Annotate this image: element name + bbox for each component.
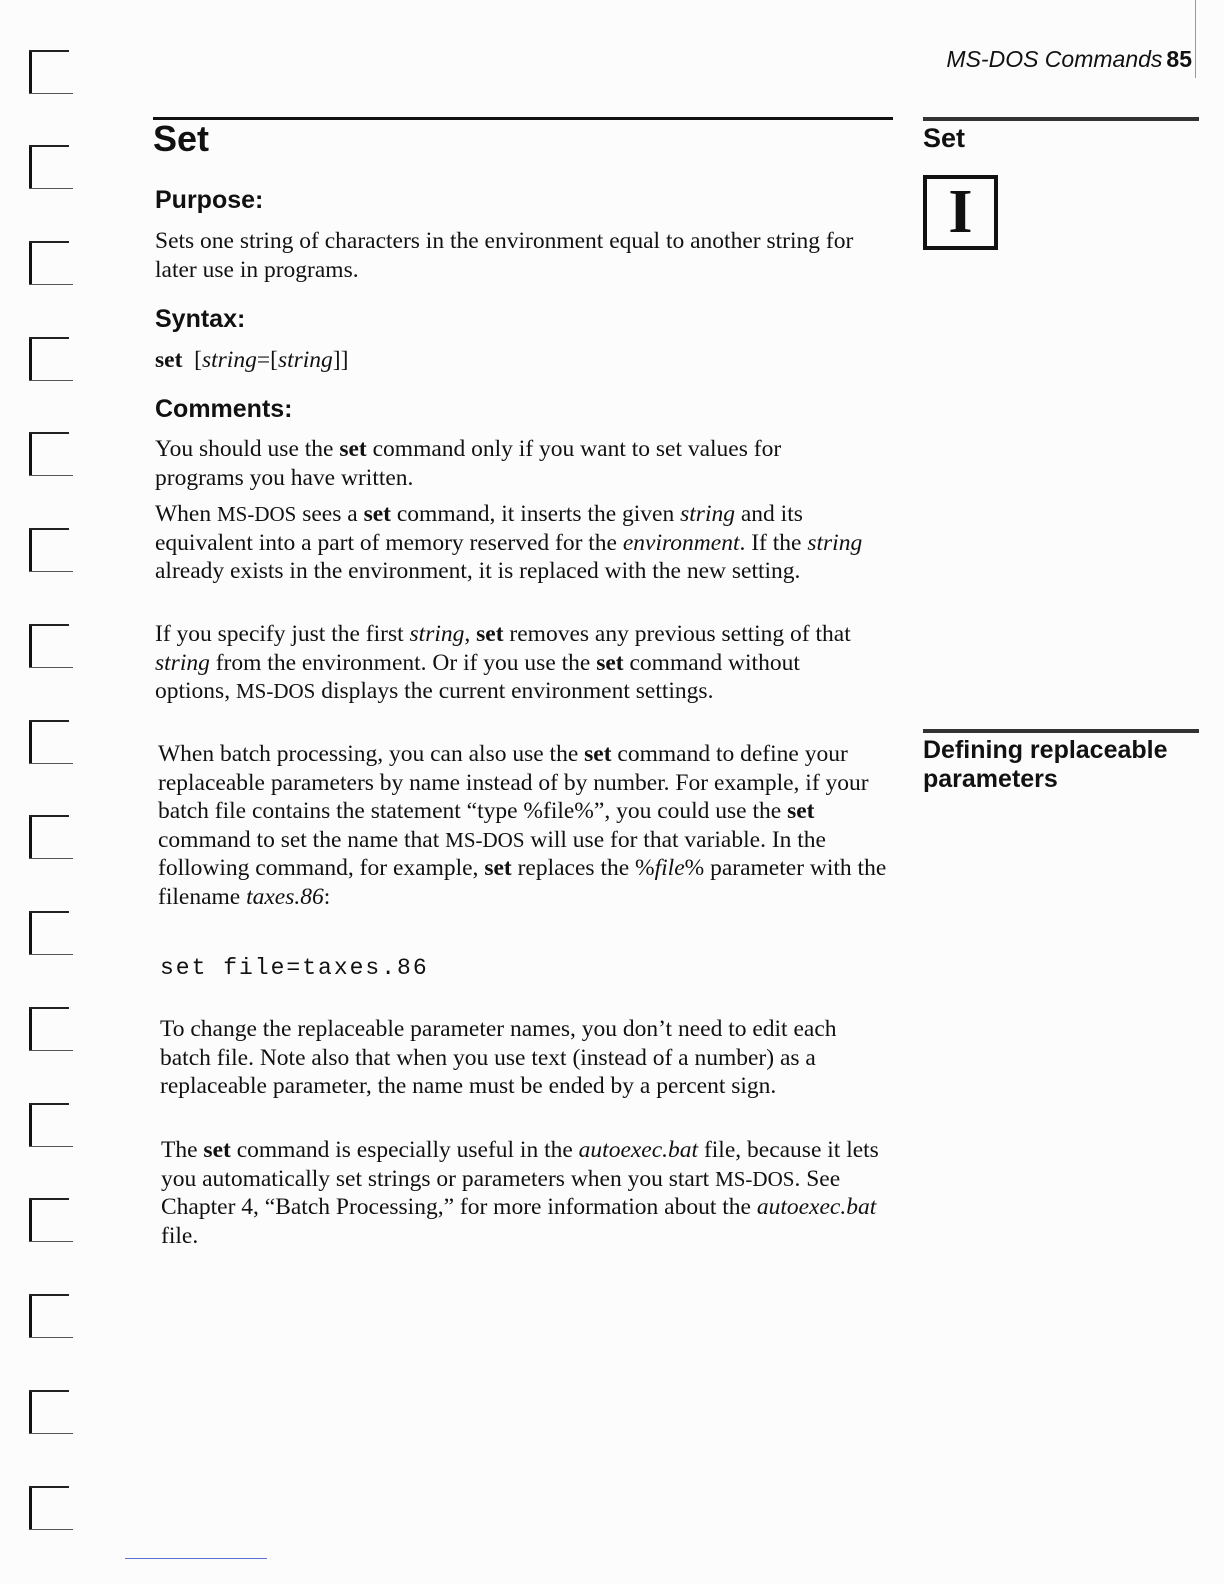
page-edge-rule (1195, 0, 1196, 78)
text-run: command to set the name that (158, 826, 446, 853)
text-run: command to define your replaceable parameters by name instead of by number. For example, if your batch file contains the statement “type %file%”, you could use the (158, 741, 869, 824)
binder-tab (29, 50, 75, 94)
syntax-bracket: [ (270, 347, 278, 373)
sidebar-title-rule (923, 117, 1199, 121)
syntax-arg: string (201, 347, 257, 373)
command-term: set (596, 649, 624, 676)
page-title: Set (153, 118, 210, 159)
text-run: You should use the (155, 436, 340, 462)
text-run: The (161, 1137, 204, 1163)
syntax-line (155, 346, 895, 375)
binder-tab (29, 720, 75, 764)
text-run: command is especially useful in the (230, 1137, 579, 1163)
filename: taxes.86 (246, 883, 324, 910)
term: file (654, 855, 685, 881)
binder-tab (29, 1103, 75, 1147)
text-run: . If the (739, 529, 808, 556)
text-run: When (155, 501, 217, 527)
text-run: replaces the % (511, 855, 655, 881)
binder-tab (29, 911, 75, 955)
syntax-command: set (155, 347, 183, 373)
term: string (409, 621, 465, 647)
comments-paragraph-2 (155, 500, 895, 586)
title-rule (153, 117, 893, 120)
syntax-heading: Syntax: (155, 305, 246, 333)
binder-tab (29, 1294, 75, 1338)
text-run: removes any previous setting of that (503, 621, 851, 647)
running-header (946, 46, 1192, 73)
section-emblem: I (923, 175, 998, 250)
text-run: . See Chapter 4, “Batch Processing,” for more information about the (161, 1165, 841, 1220)
text-run: and its equivalent into a part of memory reserved for the (155, 501, 803, 556)
comments-heading: Comments: (155, 395, 293, 423)
text-run: command, it inserts the given (390, 501, 681, 527)
binder-tab (29, 337, 75, 381)
purpose-text: Sets one string of characters in the environment equal to another string for later use in programs. (155, 228, 854, 283)
command-term: set (787, 798, 815, 824)
text-run: file. (161, 1222, 199, 1249)
product-name: MS-DOS (217, 502, 297, 526)
scan-edge-line (125, 1558, 267, 1559)
text-run: % parameter with the filename (158, 855, 887, 910)
term: string (680, 501, 735, 527)
syntax-bracket: ]] (332, 347, 349, 373)
command-term: set (476, 621, 504, 647)
command-term: set (203, 1137, 231, 1163)
text-run: command without options, (155, 649, 800, 704)
comments-paragraph-3 (155, 620, 875, 706)
command-term: set (584, 741, 612, 767)
text-run: , (464, 621, 477, 647)
sidebar-section-heading: Defining replaceable parameters (923, 736, 1168, 793)
text-run: If you specify just the first (155, 621, 410, 647)
comments-paragraph-1 (155, 435, 870, 492)
binder-tab (29, 241, 75, 285)
command-term: set (339, 436, 367, 462)
binder-tab (29, 528, 75, 572)
product-name: MS-DOS (445, 827, 525, 852)
binder-tab (29, 815, 75, 859)
product-name: MS-DOS (715, 1166, 795, 1191)
code-example: set file=taxes.86 (160, 955, 429, 981)
filename: autoexec.bat (756, 1194, 877, 1220)
purpose-heading: Purpose: (155, 186, 264, 214)
binder-tab (29, 1007, 75, 1051)
text-run: command only if you want to set values for programs you have written. (155, 436, 782, 491)
binder-tab (29, 1198, 75, 1242)
sidebar-section-rule (923, 729, 1199, 733)
comments-paragraph-6 (161, 1136, 886, 1250)
syntax-equals: = (256, 347, 271, 373)
page-number: 85 (1166, 46, 1192, 72)
syntax-bracket: [ (194, 347, 202, 373)
comments-paragraph-5: To change the replaceable parameter names, you don’t need to edit each batch file. Note also that when you use text (instead of a number) as a replaceable parameter, the name must be ended by a percent sign. (160, 1016, 837, 1099)
running-title: MS-DOS Commands (946, 46, 1163, 72)
term: environment (622, 529, 740, 556)
filename: autoexec.bat (578, 1137, 699, 1163)
syntax-arg: string (277, 347, 333, 373)
product-name: MS-DOS (235, 679, 316, 703)
binder-tab (29, 624, 75, 668)
binder-tab (29, 1486, 75, 1530)
text-run: sees a (296, 501, 364, 527)
term: string (155, 649, 210, 676)
binder-tab (29, 432, 75, 476)
text-run: displays the current environment settings. (315, 678, 714, 704)
command-term: set (484, 855, 512, 881)
text-run: from the environment. Or if you use the (209, 649, 597, 676)
command-term: set (363, 501, 391, 527)
binder-tab (29, 1390, 75, 1434)
text-run: will use for that variable. In the following command, for example, (158, 826, 826, 881)
binder-tab (29, 145, 75, 189)
text-run: file, because it lets you automatically set strings or parameters when you start (161, 1137, 879, 1192)
text-run: already exists in the environment, it is replaced with the new setting. (155, 558, 801, 584)
text-run: : (323, 883, 331, 910)
sidebar-title: Set (923, 123, 966, 153)
comments-paragraph-4 (158, 740, 893, 911)
term: string (807, 529, 863, 556)
text-run: When batch processing, you can also use the (158, 741, 585, 767)
